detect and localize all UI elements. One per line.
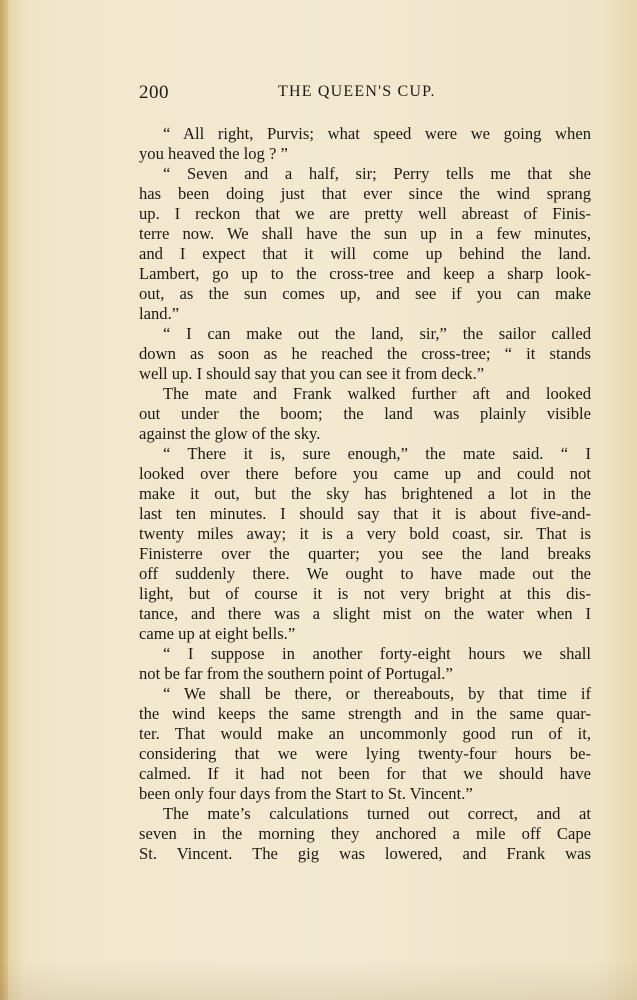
text-line: The mate and Frank walked further aft and looked (163, 384, 591, 403)
text-line: up. I reckon that we are pretty well abreast of Finis- (139, 204, 591, 223)
text-line: and I expect that it will come up behind the land. (139, 244, 591, 263)
text-line: Lambert, go up to the cross-tree and keep a sharp look- (139, 264, 591, 283)
page-shadow (0, 960, 637, 1000)
text-line: land.” (139, 304, 180, 323)
text-line: you heaved the log ? ” (139, 144, 288, 163)
text-line: not be far from the southern point of Portugal.” (139, 664, 453, 683)
text-line: off suddenly there. We ought to have made out the (139, 564, 591, 583)
text-line: last ten minutes. I should say that it is about five-and- (139, 504, 591, 523)
text-line: St. Vincent. The gig was lowered, and Frank was (139, 844, 591, 863)
text-line: against the glow of the sky. (139, 424, 321, 443)
text-line: twenty miles away; it is a very bold coast, sir. That is (139, 524, 591, 543)
text-line: down as soon as he reached the cross-tree; “ it stands (139, 344, 591, 363)
text-line: been only four days from the Start to St. Vincent.” (139, 784, 473, 803)
text-line: “ There it is, sure enough,” the mate said. “ I (163, 444, 591, 463)
text-line: terre now. We shall have the sun up in a few minutes, (139, 224, 591, 243)
text-line: seven in the morning they anchored a mile off Cape (139, 824, 591, 843)
text-line: out under the boom; the land was plainly visible (139, 404, 591, 423)
text-line: “ All right, Purvis; what speed were we going when (163, 124, 591, 143)
text-line: looked over there before you came up and could not (139, 464, 591, 483)
text-line: “ We shall be there, or thereabouts, by that time if (163, 684, 591, 703)
text-line: “ Seven and a half, sir; Perry tells me that she (163, 164, 591, 183)
page-number: 200 (139, 82, 169, 103)
text-line: the wind keeps the same strength and in the same quar- (139, 704, 591, 723)
text-line: Finisterre over the quarter; you see the land breaks (139, 544, 591, 563)
text-line: has been doing just that ever since the wind sprang (139, 184, 591, 203)
text-line: calmed. If it had not been for that we should have (139, 764, 591, 783)
text-line: “ I suppose in another forty-eight hours we shall (163, 644, 591, 663)
text-line: came up at eight bells.” (139, 624, 296, 643)
text-line: tance, and there was a slight mist on the water when I (139, 604, 591, 623)
running-title: THE QUEEN'S CUP. (278, 83, 436, 100)
text-line: light, but of course it is not very bright at this dis- (139, 584, 591, 603)
body-text (139, 124, 591, 864)
text-line: “ I can make out the land, sir,” the sailor called (163, 324, 591, 343)
text-line: considering that we were lying twenty-four hours be- (139, 744, 591, 763)
text-line: out, as the sun comes up, and see if you can make (139, 284, 591, 303)
text-line: make it out, but the sky has brightened a lot in the (139, 484, 591, 503)
page-header (139, 82, 591, 106)
text-line: ter. That would make an uncommonly good run of it, (139, 724, 591, 743)
text-line: The mate’s calculations turned out correct, and at (163, 804, 591, 823)
text-line: well up. I should say that you can see it from deck.” (139, 364, 485, 383)
page-binding-edge (0, 0, 8, 1000)
